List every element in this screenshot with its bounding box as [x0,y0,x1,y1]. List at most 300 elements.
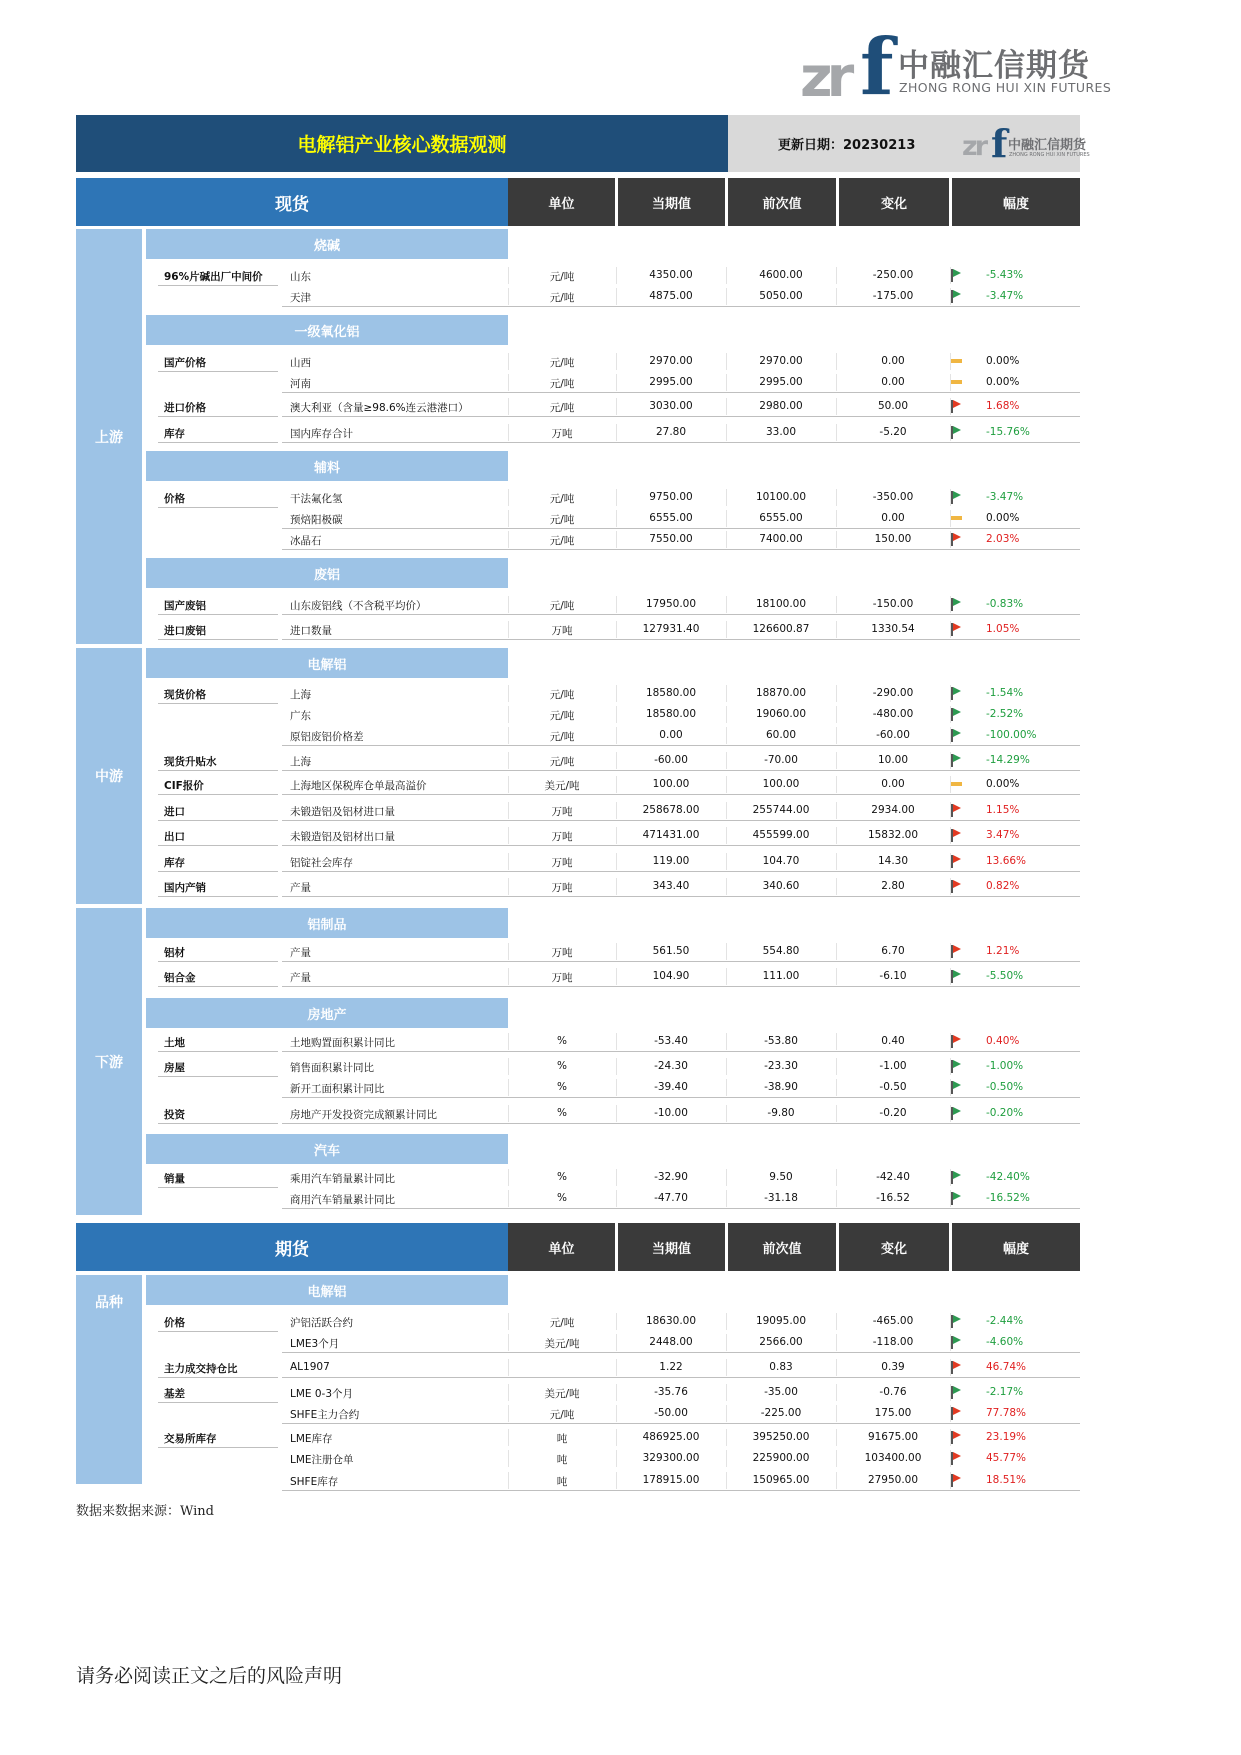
column-separator [836,1384,837,1401]
column-separator [836,1359,837,1376]
row-change: -60.00 [876,729,910,741]
column-separator [950,1359,951,1376]
row-divider [282,745,1080,746]
row-category: 96%片碱出厂中间价 [164,271,263,283]
trend-flag-icon [950,855,964,868]
table-row [146,876,1080,897]
futures-col-header-current: 当期值 [618,1223,725,1271]
column-separator [950,596,951,613]
column-separator [616,685,617,702]
row-change: -465.00 [872,1315,914,1327]
row-unit: 万吨 [551,857,573,869]
row-unit: 元/吨 [549,731,575,743]
category-underline [158,896,278,897]
row-category: 铝合金 [164,972,196,984]
row-divider [282,306,1080,307]
row-unit: 元/吨 [549,493,575,505]
trend-flag-icon [950,970,964,983]
col-header-unit: 单位 [508,178,615,226]
row-divider [282,820,1080,821]
column-separator [726,424,727,441]
column-separator [726,1429,727,1446]
column-separator [616,1450,617,1467]
column-separator [616,398,617,415]
trend-flag-icon [950,1192,964,1205]
row-current-value: 17950.00 [645,598,697,610]
trend-flag-icon [950,1336,964,1349]
column-separator [836,1190,837,1207]
row-pct-change: 18.51% [986,1474,1027,1486]
column-separator [508,878,509,895]
row-current-value: 258678.00 [642,804,700,816]
column-separator [508,1105,509,1122]
mini-logo-mark-zr: zr [962,131,986,162]
trend-flag-icon [950,729,964,742]
column-separator [508,1405,509,1422]
column-separator [836,1450,837,1467]
column-separator [726,489,727,506]
column-separator [950,1313,951,1330]
row-unit: 元/吨 [549,710,575,722]
row-change: 175.00 [874,1407,912,1419]
row-pct-change: -0.83% [986,598,1024,610]
row-category: 国产废铝 [164,600,206,612]
column-separator [508,752,509,769]
column-separator [616,827,617,844]
row-divider [282,549,1080,550]
row-pct-change: -0.50% [986,1081,1024,1093]
row-pct-change: 0.40% [986,1035,1020,1047]
table-row [146,941,1080,962]
row-unit: 美元/吨 [544,1338,580,1350]
row-current-value: 3030.00 [649,400,693,412]
column-separator [726,267,727,284]
column-separator [950,827,951,844]
category-underline [158,770,278,771]
column-separator [950,802,951,819]
column-separator [726,510,727,527]
trend-flag-icon [950,1315,964,1328]
row-current-value: -39.40 [654,1081,688,1093]
row-change: 27950.00 [867,1474,919,1486]
subsection-aluminum-products: 铝制品 [146,908,508,938]
mini-logo [960,121,1090,166]
column-separator [836,706,837,723]
row-category: 价格 [164,493,185,505]
table-row [146,1167,1080,1188]
column-separator [508,1450,509,1467]
table-row [146,487,1080,508]
trend-flag-icon [950,290,964,303]
row-divider [282,1123,1080,1124]
row-unit: 吨 [556,1454,568,1466]
row-previous-value: 225900.00 [752,1452,810,1464]
column-separator [616,374,617,391]
column-separator [726,685,727,702]
row-divider [282,416,1080,417]
row-current-value: 100.00 [652,778,690,790]
column-separator [950,1334,951,1351]
row-pct-change: 77.78% [986,1407,1027,1419]
column-separator [508,267,509,284]
category-underline [158,871,278,872]
trend-flag-icon [950,945,964,958]
table-row [146,851,1080,872]
row-pct-change: -5.50% [986,970,1024,982]
column-separator [726,727,727,744]
column-separator [508,531,509,548]
column-separator [836,1334,837,1351]
column-separator [950,776,951,793]
row-unit: 吨 [556,1433,568,1445]
row-change: 1330.54 [871,623,915,635]
subsection-caustic-soda: 烧碱 [146,229,508,259]
column-separator [508,374,509,391]
subsection-futures-electrolytic-aluminum: 电解铝 [146,1275,508,1305]
trend-flag-icon [950,376,964,389]
row-current-value: 18580.00 [645,708,697,720]
column-separator [726,596,727,613]
futures-section-title: 期货 [76,1223,508,1271]
row-current-value: 471431.00 [642,829,700,841]
row-change: 50.00 [877,400,909,412]
row-current-value: 127931.40 [642,623,700,635]
row-divider [282,1423,1080,1424]
row-current-value: 27.80 [655,426,687,438]
row-change: -0.50 [879,1081,907,1093]
row-item: 山西 [290,357,311,369]
row-previous-value: 2970.00 [759,355,803,367]
logo-mark-zr: zr [800,45,849,110]
category-underline [158,845,278,846]
row-previous-value: 60.00 [765,729,797,741]
column-separator [836,853,837,870]
row-divider [282,392,1080,393]
row-pct-change: 45.77% [986,1452,1027,1464]
row-previous-value: -23.30 [764,1060,798,1072]
col-header-change: 变化 [839,178,949,226]
category-underline [158,416,278,417]
column-separator [950,1079,951,1096]
column-separator [616,1384,617,1401]
column-separator [616,802,617,819]
row-previous-value: 5050.00 [759,290,803,302]
row-pct-change: -1.00% [986,1060,1024,1072]
row-unit: 万吨 [551,972,573,984]
column-separator [836,943,837,960]
column-separator [726,1450,727,1467]
column-separator [508,489,509,506]
row-divider [282,871,1080,872]
company-logo [800,22,1112,113]
row-current-value: -10.00 [654,1107,688,1119]
row-change: -350.00 [872,491,914,503]
row-previous-value: 100.00 [762,778,800,790]
column-separator [616,288,617,305]
trend-flag-icon [950,426,964,439]
row-change: -118.00 [872,1336,914,1348]
row-item: 山东 [290,271,311,283]
update-date: 更新日期：20230213 [778,138,916,153]
row-current-value: 343.40 [652,880,690,892]
column-separator [616,489,617,506]
trend-flag-icon [950,1107,964,1120]
column-separator [950,374,951,391]
row-item: 原铝废铝价格差 [290,731,364,743]
trend-flag-icon [950,1171,964,1184]
column-separator [950,424,951,441]
table-row [146,1031,1080,1052]
column-separator [836,776,837,793]
row-pct-change: -2.44% [986,1315,1024,1327]
row-pct-change: -2.17% [986,1386,1024,1398]
row-item: 预焙阳极碳 [290,514,343,526]
column-separator [950,968,951,985]
row-pct-change: 1.68% [986,400,1020,412]
row-previous-value: 104.70 [762,855,800,867]
row-previous-value: 2995.00 [759,376,803,388]
row-pct-change: 0.82% [986,880,1020,892]
column-separator [950,489,951,506]
row-unit: 元/吨 [549,271,575,283]
row-pct-change: 2.03% [986,533,1020,545]
column-separator [836,1058,837,1075]
trend-flag-icon [950,1060,964,1073]
row-unit: % [557,1035,567,1047]
column-separator [726,776,727,793]
row-pct-change: 0.00% [986,355,1020,367]
column-separator [616,727,617,744]
update-date-box [728,115,1090,172]
column-separator [950,1105,951,1122]
column-separator [726,288,727,305]
row-pct-change: 0.00% [986,376,1020,388]
table-row [146,594,1080,615]
column-separator [508,1384,509,1401]
row-item: SHFE主力合约 [290,1409,360,1421]
column-separator [950,267,951,284]
data-source: 数据来数据来源：Wind [76,1504,214,1519]
column-separator [508,353,509,370]
row-current-value: 561.50 [652,945,690,957]
row-unit: 万吨 [551,625,573,637]
row-unit: 万吨 [551,831,573,843]
row-pct-change: -100.00% [986,729,1037,741]
column-separator [836,752,837,769]
row-item: 土地购置面积累计同比 [290,1037,395,1049]
row-item: 国内库存合计 [290,428,353,440]
row-previous-value: -9.80 [767,1107,795,1119]
row-previous-value: 554.80 [762,945,800,957]
column-separator [616,1079,617,1096]
column-separator [836,727,837,744]
row-previous-value: -35.00 [764,1386,798,1398]
subsection-auxiliary: 辅料 [146,451,508,481]
column-separator [836,489,837,506]
row-unit: % [557,1081,567,1093]
row-pct-change: -42.40% [986,1171,1030,1183]
row-current-value: 2970.00 [649,355,693,367]
trend-flag-icon [950,491,964,504]
row-unit: % [557,1171,567,1183]
row-change: -5.20 [879,426,907,438]
logo-name-en: ZHONG RONG HUI XIN FUTURES [899,80,1112,95]
column-separator [836,288,837,305]
row-current-value: 1.22 [659,1361,683,1373]
column-separator [836,374,837,391]
row-change: -42.40 [876,1171,910,1183]
category-underline [158,986,278,987]
row-category: 土地 [164,1037,185,1049]
row-previous-value: 19060.00 [755,708,807,720]
row-pct-change: -14.29% [986,754,1030,766]
row-current-value: 6555.00 [649,512,693,524]
trend-flag-icon [950,533,964,546]
subsection-scrap-aluminum: 废铝 [146,558,508,588]
mini-logo-mark-f: f [991,121,1008,166]
row-pct-change: 3.47% [986,829,1020,841]
row-unit: 万吨 [551,882,573,894]
row-current-value: -35.76 [654,1386,688,1398]
column-separator [836,878,837,895]
column-separator [950,1405,951,1422]
column-separator [950,878,951,895]
row-item: 产量 [290,972,311,984]
column-separator [950,706,951,723]
column-separator [616,853,617,870]
row-divider [282,961,1080,962]
row-item: 干法氟化氢 [290,493,343,505]
row-divider [282,845,1080,846]
column-separator [616,621,617,638]
column-separator [508,1334,509,1351]
column-separator [950,1058,951,1075]
column-separator [836,531,837,548]
column-separator [726,706,727,723]
row-change: -290.00 [872,687,914,699]
column-separator [508,776,509,793]
row-category: 进口废铝 [164,625,206,637]
row-current-value: -24.30 [654,1060,688,1072]
row-category: 基差 [164,1388,185,1400]
col-header-pct: 幅度 [952,178,1080,226]
column-separator [950,1472,951,1489]
row-unit: 美元/吨 [544,1388,580,1400]
table-row [146,683,1080,704]
row-unit: % [557,1060,567,1072]
column-separator [950,1429,951,1446]
row-category: 主力成交持仓比 [164,1363,238,1375]
trend-flag-icon [950,623,964,636]
logo-name-cn: 中融汇信期货 [898,48,1090,84]
row-unit: 元/吨 [549,514,575,526]
mini-logo-name-cn: 中融汇信期货 [1008,138,1087,153]
group-midstream: 中游 [76,648,142,904]
row-pct-change: -3.47% [986,290,1024,302]
row-unit: 万吨 [551,806,573,818]
column-separator [950,853,951,870]
column-separator [836,1079,837,1096]
table-row [146,422,1080,443]
row-current-value: -50.00 [654,1407,688,1419]
futures-section-header [76,1223,1080,1271]
column-separator [616,878,617,895]
category-underline [158,1123,278,1124]
column-separator [950,1033,951,1050]
column-separator [726,1105,727,1122]
category-underline [158,1051,278,1052]
table-row [146,1103,1080,1124]
row-pct-change: 1.15% [986,804,1020,816]
table-row [146,1311,1080,1332]
row-category: 库存 [164,428,185,440]
row-item: 产量 [290,882,311,894]
table-row [146,351,1080,372]
row-category: 交易所库存 [164,1433,217,1445]
row-unit: 吨 [556,1476,568,1488]
row-change: -1.00 [879,1060,907,1072]
row-change: 15832.00 [867,829,919,841]
column-separator [950,621,951,638]
column-separator [616,1429,617,1446]
row-category: 现货升贴水 [164,756,217,768]
row-pct-change: -4.60% [986,1336,1024,1348]
column-separator [836,1105,837,1122]
column-separator [508,706,509,723]
column-separator [836,1472,837,1489]
column-separator [836,596,837,613]
column-separator [508,1033,509,1050]
table-row [146,825,1080,846]
table-row [146,1470,1080,1491]
table-row [146,529,1080,550]
table-row [146,619,1080,640]
row-pct-change: -15.76% [986,426,1030,438]
column-separator [726,752,727,769]
row-item: 进口数量 [290,625,332,637]
column-separator [836,968,837,985]
column-separator [836,1033,837,1050]
trend-flag-icon [950,687,964,700]
column-separator [950,752,951,769]
row-previous-value: 6555.00 [759,512,803,524]
row-unit: 元/吨 [549,402,575,414]
row-pct-change: 0.00% [986,778,1020,790]
row-pct-change: -0.20% [986,1107,1024,1119]
table-row [146,1403,1080,1424]
row-previous-value: 33.00 [765,426,797,438]
column-separator [726,1190,727,1207]
column-separator [616,1033,617,1050]
trend-flag-icon [950,1361,964,1374]
column-separator [726,621,727,638]
row-previous-value: 340.60 [762,880,800,892]
column-separator [616,1105,617,1122]
row-change: 6.70 [881,945,905,957]
risk-disclaimer: 请务必阅读正文之后的风险声明 [76,1665,343,1687]
column-separator [950,1384,951,1401]
column-separator [508,398,509,415]
logo-mark-f: f [860,22,894,113]
row-change: -16.52 [876,1192,910,1204]
trend-flag-icon [950,598,964,611]
row-change: 0.00 [881,512,905,524]
row-previous-value: 2980.00 [759,400,803,412]
column-separator [508,424,509,441]
row-current-value: 4350.00 [649,269,693,281]
row-item: 房地产开发投资完成额累计同比 [290,1109,437,1121]
row-previous-value: -53.80 [764,1035,798,1047]
